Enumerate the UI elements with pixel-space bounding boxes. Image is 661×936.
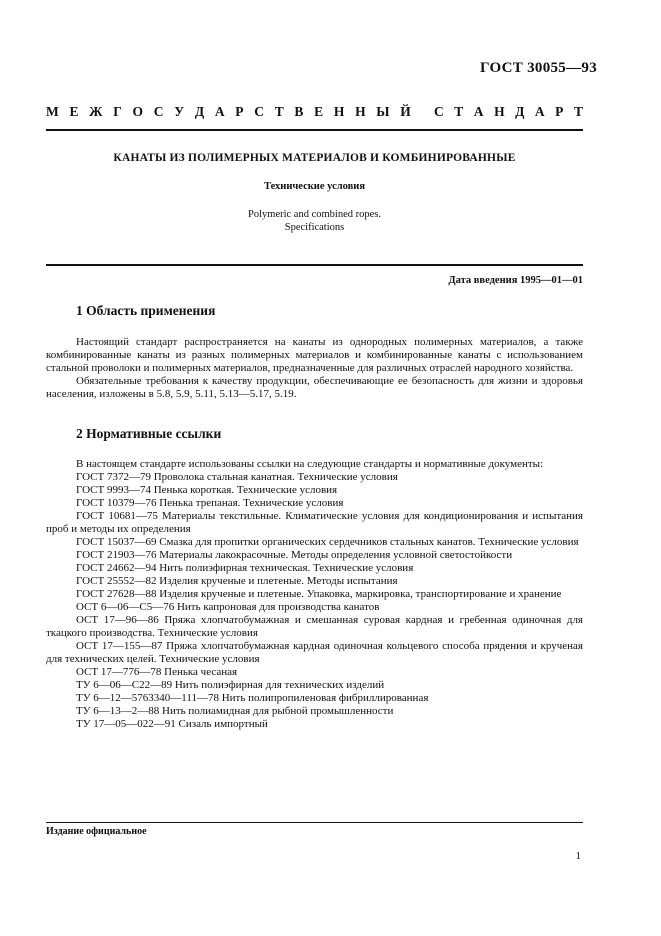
- section-1-body: [46, 336, 583, 401]
- english-title: [46, 208, 583, 234]
- edition-label: Издание официальное: [46, 826, 147, 837]
- reference-item: ГОСТ 7372—79 Проволока стальная канатная. Технические условия: [76, 471, 398, 483]
- reference-item: ТУ 6—13—2—88 Нить полиамидная для рыбной промышленности: [76, 705, 394, 717]
- section-2-body: [46, 458, 583, 731]
- banner-letter: Т: [454, 104, 464, 119]
- banner-letter: Р: [235, 104, 244, 119]
- banner-letter: А: [534, 104, 545, 119]
- header-rule: [46, 129, 583, 131]
- document-subtitle: Технические условия: [263, 181, 366, 192]
- reference-item: ОСТ 17—776—78 Пенька чесаная: [76, 666, 238, 678]
- banner-letter: Г: [113, 104, 122, 119]
- banner-letter: Е: [69, 104, 79, 119]
- reference-item: ГОСТ 25552—82 Изделия крученые и плетеные. Методы испытания: [76, 575, 398, 587]
- banner-letter: Е: [314, 104, 324, 119]
- paragraph: В настоящем стандарте использованы ссылки на следующие стандарты и нормативные документы:: [76, 458, 544, 470]
- banner-letter: Т: [274, 104, 284, 119]
- banner-letter: Ы: [376, 104, 390, 119]
- reference-item: ГОСТ 10681—75 Материалы текстильные. Климатические условия для кондиционирования и испытания проб и методы их определения: [46, 510, 583, 535]
- banner-letter: А: [214, 104, 225, 119]
- banner-letter: Т: [573, 104, 583, 119]
- page-number: 1: [575, 850, 581, 862]
- footer-rule: [46, 822, 583, 823]
- banner-letter: С: [254, 104, 264, 119]
- reference-item: ГОСТ 27628—88 Изделия крученые и плетеные. Упаковка, маркировка, транспортирование и хранение: [76, 588, 562, 600]
- banner-letter: А: [473, 104, 484, 119]
- banner-letter: О: [132, 104, 144, 119]
- reference-item: ГОСТ 21903—76 Материалы лакокрасочные. Методы определения условной светостойкости: [76, 549, 513, 561]
- reference-item: ГОСТ 24662—94 Нить полиэфирная техническая. Технические условия: [76, 562, 414, 574]
- paragraph: Настоящий стандарт распространяется на канаты из однородных полимерных материалов, а также комбинированные канаты из разных полимерных материалов и комбинированные канаты с использованием стальной проволоки и полимерных материалов, предназначенные для различных отраслей народного хозяйства.: [46, 336, 583, 374]
- banner-letter: В: [294, 104, 304, 119]
- banner-letter: Ж: [89, 104, 103, 119]
- banner-letter: Н: [333, 104, 345, 119]
- banner-letter: Д: [194, 104, 205, 119]
- banner-letter: Н: [355, 104, 366, 119]
- banner-letter: Д: [515, 104, 525, 119]
- reference-item: ТУ 17—05—022—91 Сизаль импортный: [76, 718, 268, 730]
- banner-letter: Р: [555, 104, 564, 119]
- document-number: ГОСТ 30055—93: [479, 60, 597, 76]
- section-2-title: 2 Нормативные ссылки: [76, 426, 222, 441]
- reference-item: ТУ 6—12—5763340—111—78 Нить полипропиленовая фибриллированная: [76, 692, 429, 704]
- english-title-line-1: Polymeric and combined ropes.: [248, 209, 381, 220]
- banner-letter: С: [153, 104, 164, 119]
- title-rule: [46, 264, 583, 266]
- document-title: КАНАТЫ ИЗ ПОЛИМЕРНЫХ МАТЕРИАЛОВ И КОМБИНИРОВАННЫЕ: [113, 152, 516, 164]
- banner-letter: Й: [400, 104, 411, 119]
- banner-letter: Н: [494, 104, 505, 119]
- paragraph: Обязательные требования к качеству продукции, обеспечивающие ее безопасность для жизни и здоровья населения, изложены в 5.8, 5.9, 5.11, 5.13—5.17, 5.19.: [46, 375, 583, 400]
- reference-item: ОСТ 17—155—87 Пряжа хлопчатобумажная кардная одиночная кольцевого способа прядения и крученая для технических целей. Технические условия: [46, 640, 583, 665]
- reference-item: ОСТ 6—06—С5—76 Нить капроновая для производства канатов: [76, 601, 380, 613]
- banner-word-interstate: [46, 104, 411, 120]
- banner-letter: У: [174, 104, 185, 119]
- banner-letter: М: [46, 104, 59, 119]
- reference-item: ТУ 6—06—С22—89 Нить полиэфирная для технических изделий: [76, 679, 385, 691]
- introduction-date: Дата введения 1995—01—01: [448, 275, 583, 286]
- reference-item: ГОСТ 15037—69 Смазка для пропитки органических сердечников стальных канатов. Технические условия: [76, 536, 579, 548]
- banner-letter: С: [434, 104, 444, 119]
- section-1-title: 1 Область применения: [76, 303, 216, 318]
- reference-item: ГОСТ 9993—74 Пенька короткая. Технические условия: [76, 484, 338, 496]
- reference-item: ОСТ 17—96—86 Пряжа хлопчатобумажная и смешанная суровая кардная и гребенная одиночная для ткацкого производства. Технические условия: [46, 614, 583, 639]
- interstate-standard-banner: [46, 104, 583, 120]
- reference-item: ГОСТ 10379—76 Пенька трепаная. Технические условия: [76, 497, 344, 509]
- banner-word-standard: [434, 104, 583, 120]
- english-title-line-2: Specifications: [284, 222, 345, 233]
